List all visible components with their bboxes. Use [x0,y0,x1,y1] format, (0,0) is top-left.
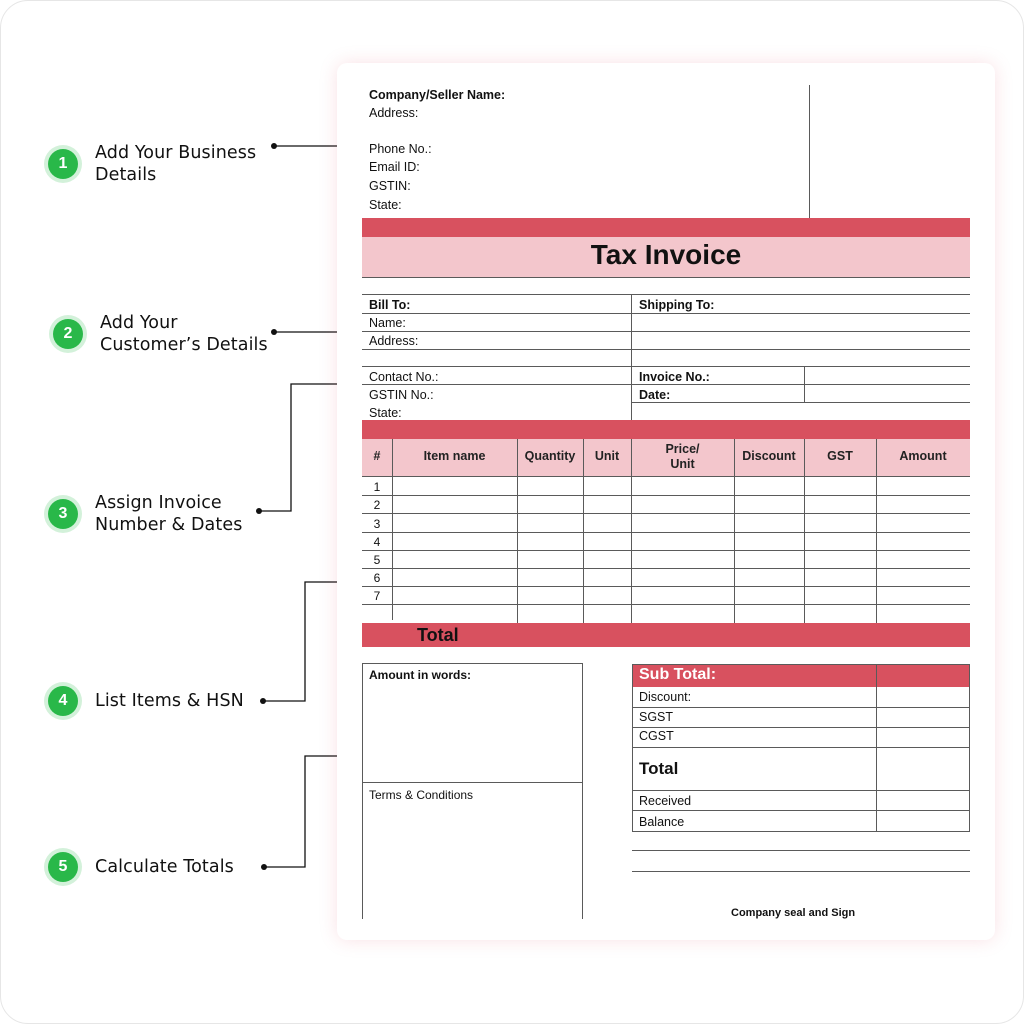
rule [632,810,970,811]
items-total-label: Total [417,625,459,645]
amount-in-words-label: Amount in words: [369,668,471,682]
step-label-line: Details [95,165,157,185]
seller-email-label: Email ID: [369,160,420,174]
col-header-num: # [373,449,381,463]
step-label [100,312,268,356]
col-header-quantity: Quantity [524,449,576,463]
signature-rule [632,871,970,872]
bill-to-contact-label: Contact No.: [369,370,439,384]
step-label [95,856,234,878]
step-label-line: Calculate Totals [95,857,234,877]
summary-sgst-label: SGST [639,710,674,724]
col-header-item-name: Item name [423,449,486,463]
col-rule [392,439,393,620]
summary-balance-label: Balance [639,815,685,829]
bill-to-gstin-label: GSTIN No.: [369,388,434,402]
col-header-price [631,442,734,472]
seller-state-label: State: [369,198,402,212]
col-rule [631,439,632,647]
col-header-unit: Unit [594,449,620,463]
step-label-line: Number & Dates [95,515,243,535]
summary-col-rule [876,664,877,832]
col-rule [517,439,518,647]
bill-to-name-label: Name: [369,316,406,330]
step-label [95,142,256,186]
rule [632,747,970,748]
rule [362,294,970,295]
step-label-line: List Items & HSN [95,691,244,711]
invoice-sheet [337,63,995,940]
invoice-no-label: Invoice No.: [639,370,710,384]
bill-to-address-label: Address: [369,334,419,348]
title-top-bar [362,218,970,237]
step-label-line: Customer’s Details [100,335,268,355]
company-seal-label: Company seal and Sign [731,907,856,919]
step-label [95,492,242,536]
col-rule [583,439,584,647]
step-1 [48,142,256,186]
summary-received-label: Received [639,794,692,808]
seller-name-label: Company/Seller Name: [369,88,506,102]
row-rule [362,513,970,514]
col-header-price-line: Price/ [665,442,700,456]
step-badge: 3 [48,499,78,529]
step-badge: 5 [48,852,78,882]
col-rule [804,439,805,647]
col-header-gst: GST [827,449,853,463]
bill-to-heading: Bill To: [369,298,411,312]
row-rule [362,532,970,533]
rule [632,402,970,403]
rule [362,349,970,350]
summary-cgst-label: CGST [639,729,674,743]
rule [362,313,970,314]
row-number: 1 [373,480,381,494]
step-list [0,0,360,1024]
row-number: 2 [373,498,381,512]
seller-address-label: Address: [369,106,419,120]
row-number: 7 [373,589,381,603]
col-header-amount: Amount [899,449,947,463]
row-number: 3 [373,517,381,531]
row-rule [362,550,970,551]
rule [362,366,970,367]
col-rule [734,439,735,647]
rule [632,707,970,708]
rule [632,790,970,791]
step-4 [48,686,244,716]
step-label-line: Add Your [100,313,178,333]
step-5 [48,852,234,882]
subtotal-label: Sub Total: [639,666,717,683]
rule [362,277,970,278]
invoice-date-label: Date: [639,388,671,402]
rule [362,782,583,783]
bill-ship-divider [631,294,632,420]
step-badge: 2 [53,319,83,349]
row-number: 5 [373,553,381,567]
col-header-price-line: Unit [670,457,695,471]
rule [362,384,970,385]
row-number: 6 [373,571,381,585]
row-number: 4 [373,535,381,549]
invoice-title: Tax Invoice [590,239,742,270]
step-3 [48,492,242,536]
rule [362,331,970,332]
row-rule [362,476,970,477]
step-label-line: Assign Invoice [95,493,222,513]
bill-to-state-label: State: [369,406,402,420]
row-rule [362,586,970,587]
invoice-no-divider [804,366,805,402]
signature-rule [632,850,970,851]
summary-discount-label: Discount: [639,690,692,704]
step-badge: 4 [48,686,78,716]
step-label-line: Add Your Business [95,143,257,163]
step-label [95,690,244,712]
row-rule [362,604,970,605]
rule [632,727,970,728]
seller-gstin-label: GSTIN: [369,179,411,193]
col-rule [876,439,877,647]
items-top-bar [362,420,970,439]
row-rule [362,568,970,569]
summary-total-label: Total [639,759,679,778]
step-badge: 1 [48,149,78,179]
logo-divider [809,85,810,219]
col-header-discount: Discount [742,449,796,463]
terms-label: Terms & Conditions [369,788,474,802]
seller-phone-label: Phone No.: [369,142,432,156]
step-2 [53,312,268,356]
shipping-heading: Shipping To: [639,298,715,312]
row-rule [362,495,970,496]
